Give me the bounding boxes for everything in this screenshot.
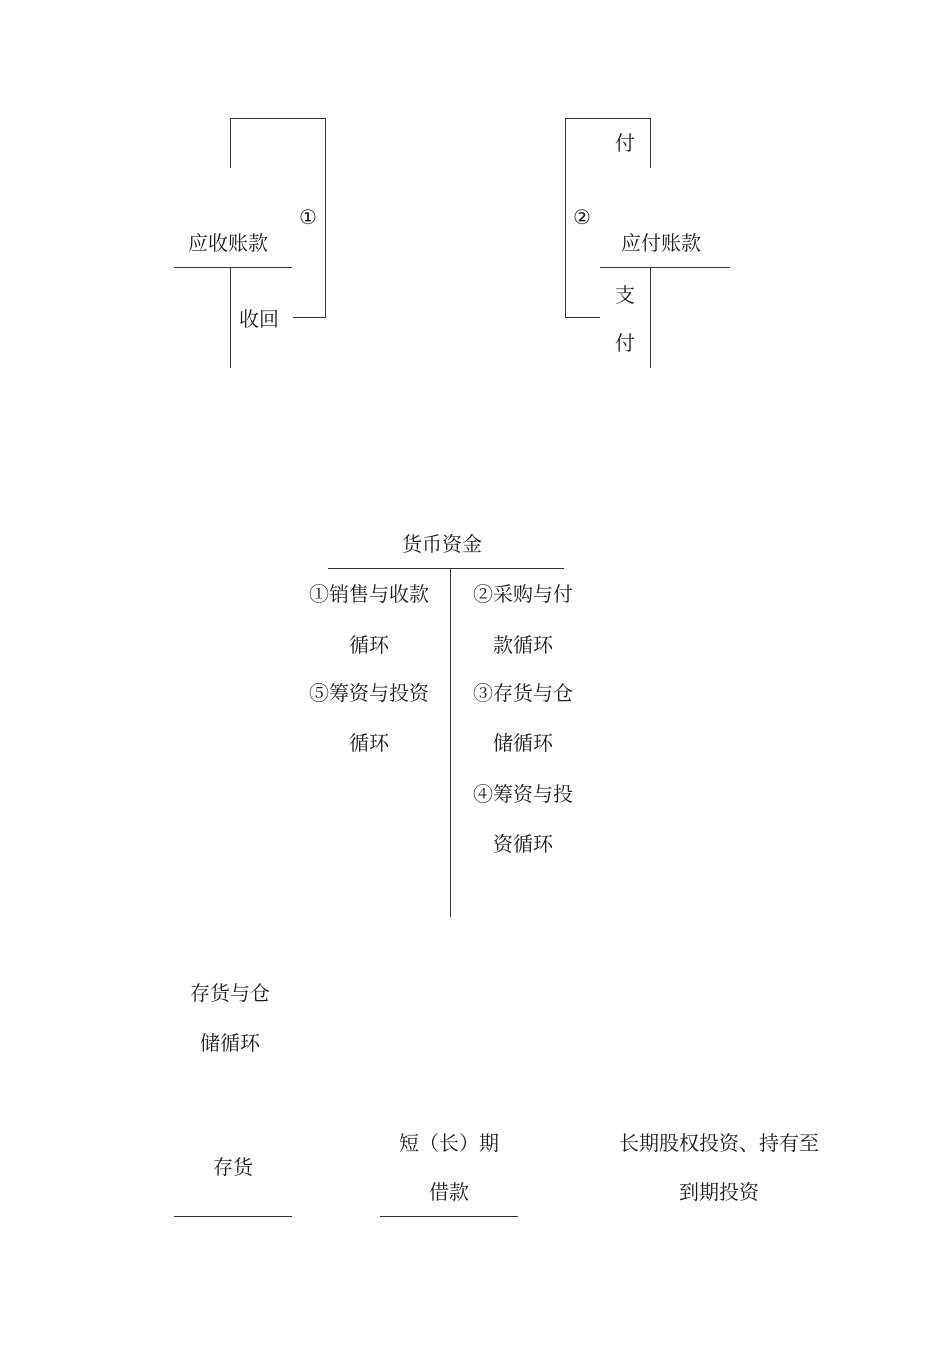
- inventory-cycle-line2: 储循环: [200, 1031, 260, 1055]
- cash-debit-item-1-line2: 循环: [349, 633, 389, 657]
- payables-debit-top: 付: [615, 131, 635, 155]
- cash-debit-item-2-line2: 循环: [349, 731, 389, 755]
- cash-credit-item-3-line1: ④筹资与投: [473, 782, 573, 806]
- receivables-credit-label: 收回: [239, 307, 279, 331]
- cash-debit-item-2-line1: ⑤筹资与投资: [309, 681, 429, 705]
- cash-credit-item-2-line2: 储循环: [493, 731, 553, 755]
- receivables-marker: ①: [299, 205, 317, 229]
- receivables-bracket-right: [325, 118, 326, 318]
- payables-bracket-left: [565, 118, 566, 318]
- payables-debit-bottom: 付: [615, 331, 635, 355]
- payables-marker: ②: [573, 205, 591, 229]
- cash-credit-item-3-line2: 资循环: [493, 832, 553, 856]
- cash-credit-item-1-line1: ②采购与付: [473, 582, 573, 606]
- investments-title-line2: 到期投资: [679, 1180, 759, 1204]
- payables-debit-mid: 支: [615, 283, 635, 307]
- cash-debit-item-1-line1: ①销售与收款: [309, 582, 429, 606]
- payables-t-stem: [650, 268, 651, 368]
- receivables-bracket-left: [230, 118, 231, 168]
- inventory-underline: [174, 1216, 292, 1217]
- payables-bracket-right: [650, 118, 651, 168]
- inventory-title: 存货: [213, 1155, 253, 1179]
- loans-title-line1: 短（长）期: [399, 1131, 499, 1155]
- payables-t-bar: [600, 267, 730, 268]
- cash-credit-item-2-line1: ③存货与仓: [473, 681, 573, 705]
- payables-bracket-top: [565, 118, 651, 119]
- inventory-cycle-line1: 存货与仓: [190, 981, 270, 1005]
- receivables-bracket-top: [230, 118, 326, 119]
- loans-title-line2: 借款: [429, 1180, 469, 1204]
- loans-underline: [380, 1216, 518, 1217]
- investments-title-line1: 长期股权投资、持有至: [619, 1131, 819, 1155]
- receivables-t-bar: [174, 267, 292, 268]
- receivables-t-stem: [230, 268, 231, 368]
- cash-title: 货币资金: [402, 532, 482, 556]
- cash-credit-item-1-line2: 款循环: [493, 633, 553, 657]
- receivables-bracket-bottom: [293, 317, 326, 318]
- receivables-title: 应收账款: [188, 231, 268, 255]
- cash-t-bar: [328, 568, 564, 569]
- cash-t-stem: [450, 569, 451, 917]
- payables-title: 应付账款: [621, 231, 701, 255]
- payables-bracket-bottom: [565, 317, 600, 318]
